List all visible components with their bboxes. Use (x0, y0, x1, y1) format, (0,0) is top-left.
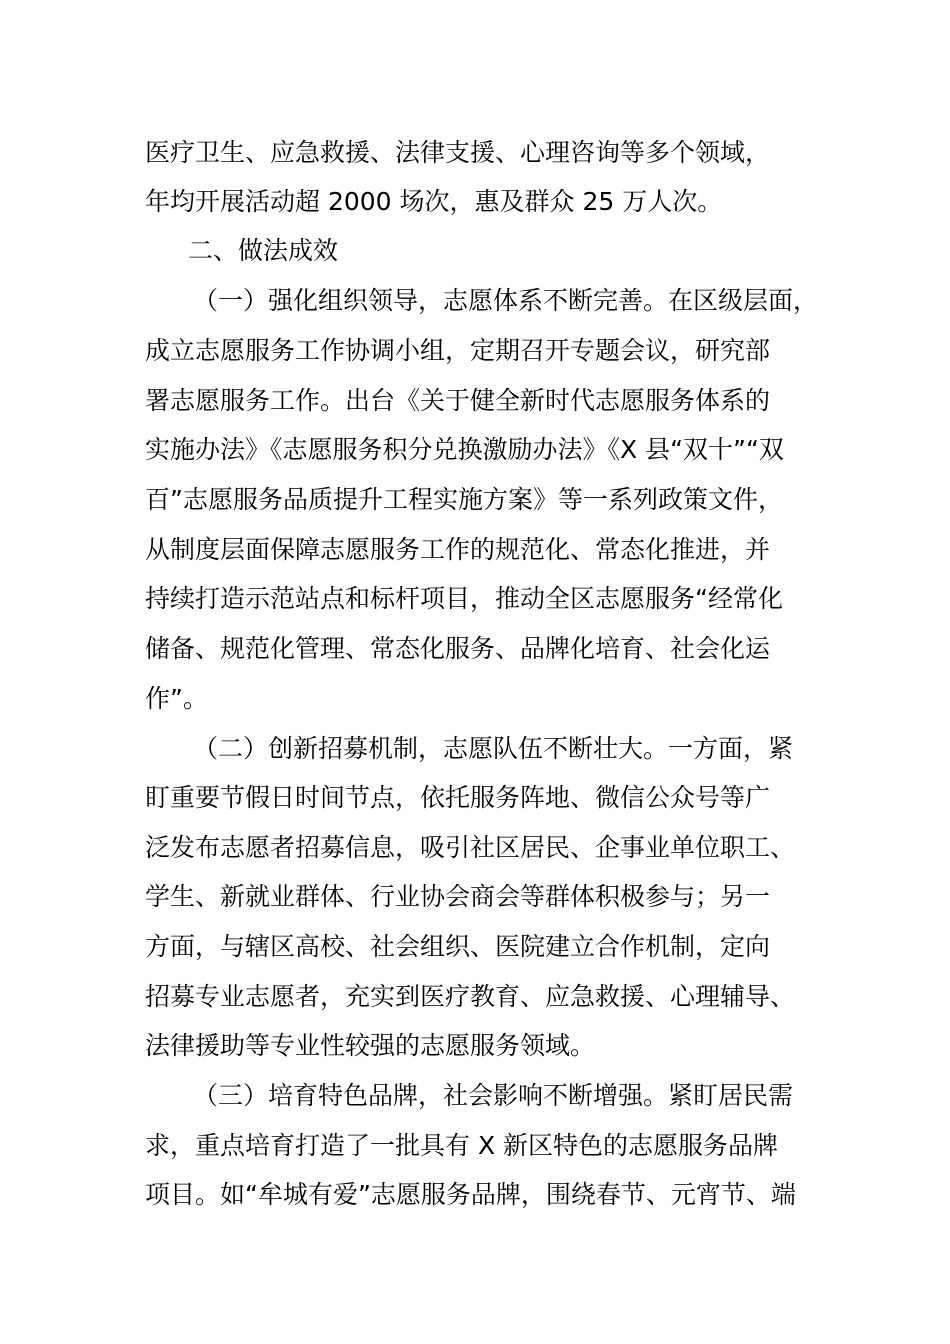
subsection-heading-line: （二）创新招募机制，志愿队伍不断壮大。一方面，紧 (193, 734, 794, 763)
body-text-line: 项目。如“牟城有爱”志愿服务品牌，围绕春节、元宵节、端 (145, 1180, 796, 1209)
section-heading: 二、做法成效 (188, 236, 339, 265)
body-text-line: 招募专业志愿者，充实到医疗教育、应急救援、心理辅导、 (145, 982, 796, 1011)
body-text-line: 成立志愿服务工作协调小组，定期召开专题会议，研究部 (145, 336, 771, 365)
body-text-line: 医疗卫生、应急救援、法律支援、心理咨询等多个领域， (145, 138, 771, 167)
body-text-line: 百”志愿服务品质提升工程实施方案》等一系列政策文件， (145, 485, 783, 514)
subsection-heading-line: （一）强化组织领导，志愿体系不断完善。在区级层面， (193, 286, 819, 315)
body-text-line: 实施办法》《志愿服务积分兑换激励办法》《X 县“双十”“双 (145, 435, 784, 464)
body-text-line: 学生、新就业群体、行业协会商会等群体积极参与；另一 (145, 882, 771, 911)
body-text-line: 法律援助等专业性较强的志愿服务领域。 (145, 1031, 596, 1060)
body-text-line: 作”。 (145, 684, 208, 713)
body-text-line: 储备、规范化管理、常态化服务、品牌化培育、社会化运 (145, 634, 771, 663)
body-text-line: 年均开展活动超 2000 场次，惠及群众 25 万人次。 (145, 187, 723, 216)
body-text-line: 从制度层面保障志愿服务工作的规范化、常态化推进，并 (145, 535, 771, 564)
body-text-line: 方面，与辖区高校、社会组织、医院建立合作机制，定向 (145, 932, 771, 961)
body-text-line: 泛发布志愿者招募信息，吸引社区居民、企事业单位职工、 (145, 833, 796, 862)
body-text-line: 持续打造示范站点和标杆项目，推动全区志愿服务“经常化 (145, 584, 783, 613)
subsection-heading-line: （三）培育特色品牌，社会影响不断增强。紧盯居民需 (193, 1081, 794, 1110)
body-text-line: 求，重点培育打造了一批具有 X 新区特色的志愿服务品牌 (145, 1131, 779, 1160)
body-text-line: 盯重要节假日时间节点，依托服务阵地、微信公众号等广 (145, 783, 771, 812)
body-text-line: 署志愿服务工作。出台《关于健全新时代志愿服务体系的 (145, 386, 771, 415)
